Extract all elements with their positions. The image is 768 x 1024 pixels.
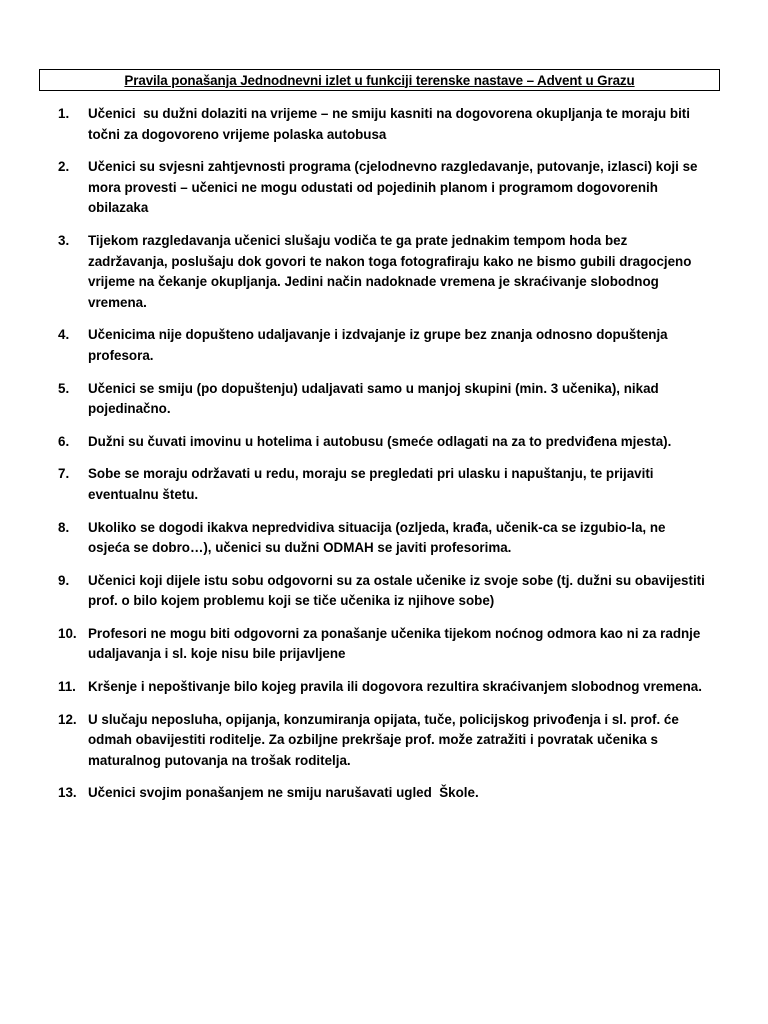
list-item: [58, 710, 708, 772]
list-item: [58, 518, 708, 559]
rule-number: 7.: [58, 466, 70, 482]
list-item: [58, 464, 708, 505]
rule-number: 5.: [58, 380, 70, 396]
rule-text: Učenici koji dijele istu sobu odgovorni su za ostale učenike iz svoje sobe (tj. dužni su obavijestiti prof. o bilo kojem problemu koji se tiče učenika iz njihove sobe): [88, 572, 709, 609]
list-item: [58, 783, 708, 804]
rule-text: Ukoliko se dogodi ikakva nepredvidiva situacija (ozljeda, krađa, učenik-ca se izgubio-la, ne osjeća se dobro…), učenici su dužni ODMAH se javiti profesorima.: [88, 519, 670, 556]
list-item: [58, 677, 708, 698]
rule-text: Učenicima nije dopušteno udaljavanje i izdvajanje iz grupe bez znanja odnosno dopuštenja profesora.: [88, 327, 672, 363]
rule-text: Učenici su dužni dolaziti na vrijeme – ne smiju kasniti na dogovorena okupljanja te moraju biti točni za dogovoreno vrijeme polaska autobusa: [88, 106, 694, 142]
list-item: [58, 624, 708, 665]
rule-number: 1.: [58, 106, 70, 121]
rule-number: 12.: [58, 711, 77, 727]
list-item: [58, 157, 708, 219]
rule-text: Učenici se smiju (po dopuštenju) udaljavati samo u manjoj skupini (min. 3 učenika), nikad pojedinačno.: [88, 380, 663, 417]
rule-number: 3.: [58, 232, 70, 248]
rule-text: U slučaju neposluha, opijanja, konzumiranja opijata, tuče, policijskog privođenja i sl. prof. će odmah obavijestiti roditelje. Za ozbiljne prekršaje prof. može zatražiti i povratak učenika s maturalnog putovanja na trošak roditelja.: [88, 711, 683, 768]
rule-text: Dužni su čuvati imovinu u hotelima i autobusu (smeće odlagati na za to predviđena mjesta).: [88, 433, 672, 449]
rule-text: Profesori ne mogu biti odgovorni za ponašanje učenika tijekom noćnog odmora kao ni za radnje udaljavanja i sl. koje nisu bile prijavljene: [88, 625, 705, 662]
rule-text: Sobe se moraju održavati u redu, moraju se pregledati pri ulasku i napuštanju, te prijaviti eventualnu štetu.: [88, 466, 658, 502]
rule-number: 4.: [58, 327, 70, 343]
list-item: [58, 325, 708, 366]
rule-number: 2.: [58, 159, 70, 175]
title-box: [39, 69, 720, 91]
rule-text: Učenici svojim ponašanjem ne smiju narušavati ugled Škole.: [88, 785, 479, 801]
list-item: [58, 571, 708, 612]
rule-number: 6.: [58, 433, 70, 449]
rule-number: 11.: [58, 679, 76, 695]
list-item: [58, 432, 708, 453]
list-item: [58, 104, 708, 145]
rule-text: Kršenje i nepoštivanje bilo kojeg pravila ili dogovora rezultira skraćivanjem slobodnog vremena.: [88, 679, 702, 695]
rule-text: Učenici su svjesni zahtjevnosti programa (cjelodnevno razgledavanje, putovanje, izlasci) koji se mora provesti – učenici ne mogu odustati od pojedinih planom i programom dogovorenih obilazaka: [88, 159, 702, 216]
rule-number: 13.: [58, 785, 77, 801]
list-item: [58, 231, 708, 313]
rule-number: 10.: [58, 625, 77, 641]
list-item: [58, 379, 708, 420]
page-title: Pravila ponašanja Jednodnevni izlet u funkciji terenske nastave – Advent u Grazu: [124, 72, 635, 88]
rule-number: 9.: [58, 572, 70, 588]
rule-text: Tijekom razgledavanja učenici slušaju vodiča te ga prate jednakim tempom hoda bez zadržavanja, poslušaju dok govori te nakon toga fotografiraju kako ne bismo gubili dragocjeno vrijeme na čekanje okupljanja. Jedini način nadoknade vremena je skraćivanje slobodnog vremena.: [88, 232, 696, 310]
rules-list: [58, 104, 708, 816]
rule-number: 8.: [58, 519, 70, 535]
